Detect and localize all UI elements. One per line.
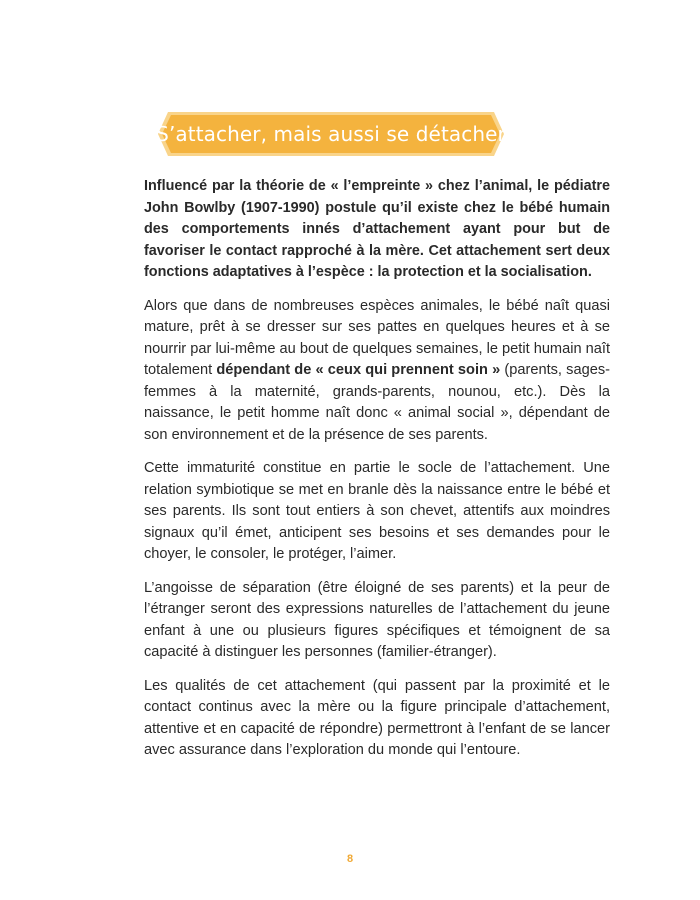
paragraph-dependency bbox=[144, 296, 610, 447]
page-number: 8 bbox=[346, 853, 354, 865]
paragraph-text: (parents, sages-femmes à la maternité, grands-parents, nounou, etc.). Dès la naissance, le petit homme naît donc « animal social », dépendant de son environnement et de la présence de ses parents. bbox=[144, 362, 610, 443]
section-title: S’attacher, mais aussi se détacher bbox=[156, 122, 506, 146]
article-body bbox=[144, 176, 610, 774]
paragraph-immaturity: Cette immaturité constitue en partie le socle de l’attachement. Une relation symbiotique se met en branle dès la naissance entre le bébé et ses parents. Ils sont tout entiers à son chevet, attentifs aux moindres signaux qu’il émet, anticipent ses besoins et ses demandes pour le choyer, le consoler, le protéger, l’aimer. bbox=[144, 460, 610, 562]
paragraph-attachment-qualities: Les qualités de cet attachement (qui passent par la proximité et le contact continus avec la mère ou la figure principale d’attachement, attentive et en capacité de répondre) permettront à l’enfant de se lancer avec assurance dans l’exploration du monde qui l’entoure. bbox=[144, 677, 610, 758]
paragraph-text: Alors que dans de nombreuses espèces animales, le bébé naît quasi mature, prêt à se dresser sur ses pattes en quelques heures et à se nourrir par lui-même au bout de quelques semaines, le petit humain naît totalement bbox=[144, 297, 610, 378]
intro-paragraph: Influencé par la théorie de « l’empreinte » chez l’animal, le pédiatre John Bowlby (1907-1990) postule qu’il existe chez le bébé humain des comportements innés d’attachement ayant pour but de favoriser le contact rapproché à la mère. Cet attachement sert deux fonctions adaptatives à l’espèce : la protection et la socialisation. bbox=[144, 178, 610, 280]
section-title-banner bbox=[158, 112, 504, 156]
paragraph-separation-anxiety: L’angoisse de séparation (être éloigné de ses parents) et la peur de l’étranger seront des expressions naturelles de l’attachement du jeune enfant à une ou plusieurs figures spécifiques et témoignent de sa capacité à distinguer les personnes (familier-étranger). bbox=[144, 579, 610, 660]
emphasis-text: dépendant de « ceux qui prennent soin » bbox=[216, 362, 501, 378]
